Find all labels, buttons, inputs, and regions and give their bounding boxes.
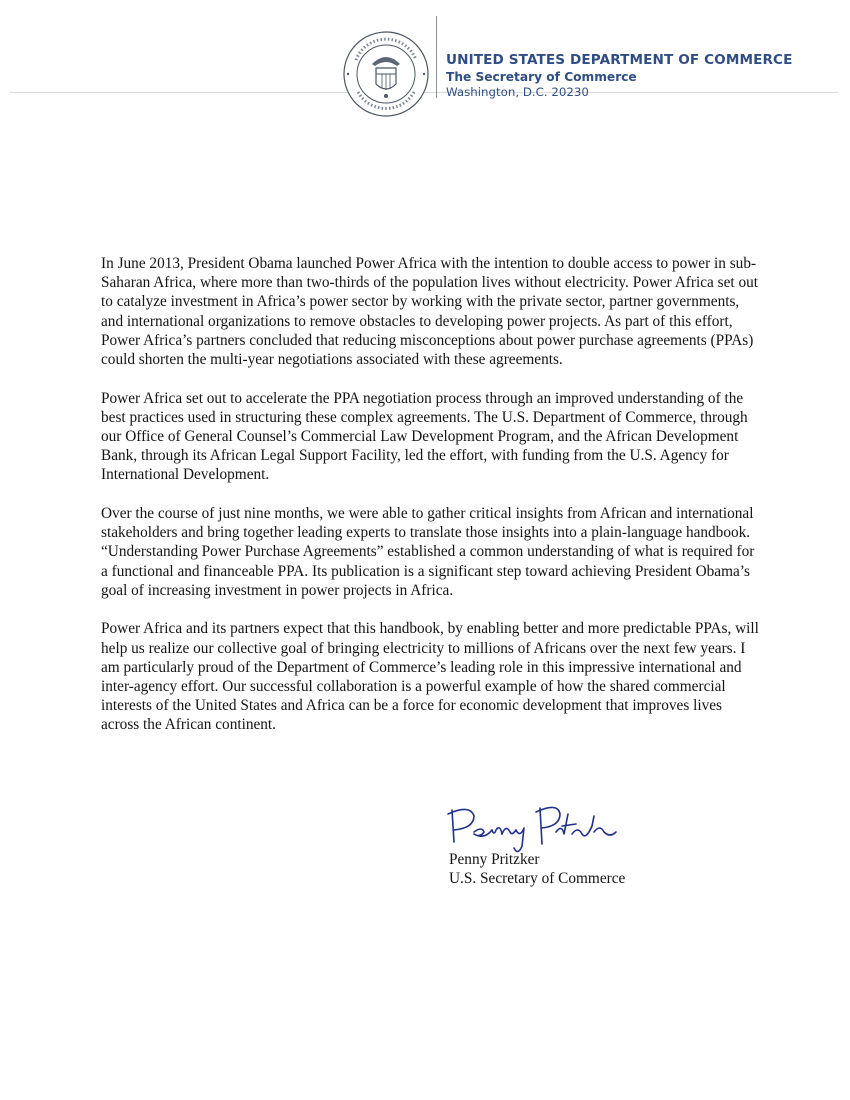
signer-title: U.S. Secretary of Commerce (449, 870, 626, 887)
letter-body (101, 254, 761, 754)
paragraph-4: Power Africa and its partners expect that this handbook, by enabling better and more predictable PPAs, will help us realize our collective goal of bringing electricity to millions of Africans over the next few years. I am particularly proud of the Department of Commerce’s leading role in this impressive international and inter-agency effort. Our successful collaboration is a powerful example of how the shared commercial interests of the United States and Africa can be a force for economic development that improves lives across the African continent. (101, 620, 759, 734)
commerce-seal-icon (342, 30, 430, 118)
department-name: UNITED STATES DEPARTMENT OF COMMERCE (446, 52, 793, 68)
signature-block (449, 850, 625, 888)
office-address: Washington, D.C. 20230 (446, 85, 589, 99)
signer-name: Penny Pritzker (449, 851, 540, 868)
paragraph-2: Power Africa set out to accelerate the PPA negotiation process through an improved understanding of the best practices used in structuring these complex agreements. The U.S. Department of Commerce, through our Office of General Counsel’s Commercial Law Development Program, and the African Development Bank, through its African Legal Support Facility, led the effort, with funding from the U.S. Agency for International Development. (101, 389, 748, 484)
office-name: The Secretary of Commerce (446, 70, 637, 84)
paragraph-1: In June 2013, President Obama launched Power Africa with the intention to double access to power in sub-Saharan Africa, where more than two-thirds of the population lives without electricity. Power Africa set out to catalyze investment in Africa’s power sector by working with the private sector, partner governments, and international organizations to remove obstacles to developing power projects. As part of this effort, Power Africa’s partners concluded that reducing misconceptions about power purchase agreements (PPAs) could shorten the multi-year negotiations associated with these agreements. (101, 255, 759, 369)
paragraph-3: Over the course of just nine months, we were able to gather critical insights from African and international stakeholders and bring together leading experts to translate those insights into a plain-language handbook. “Understanding Power Purchase Agreements” established a common understanding of what is required for a functional and financeable PPA. Its publication is a significant step toward achieving President Obama’s goal of increasing investment in power projects in Africa. (101, 505, 755, 599)
letterhead-divider (436, 16, 437, 98)
letterhead (446, 52, 793, 100)
